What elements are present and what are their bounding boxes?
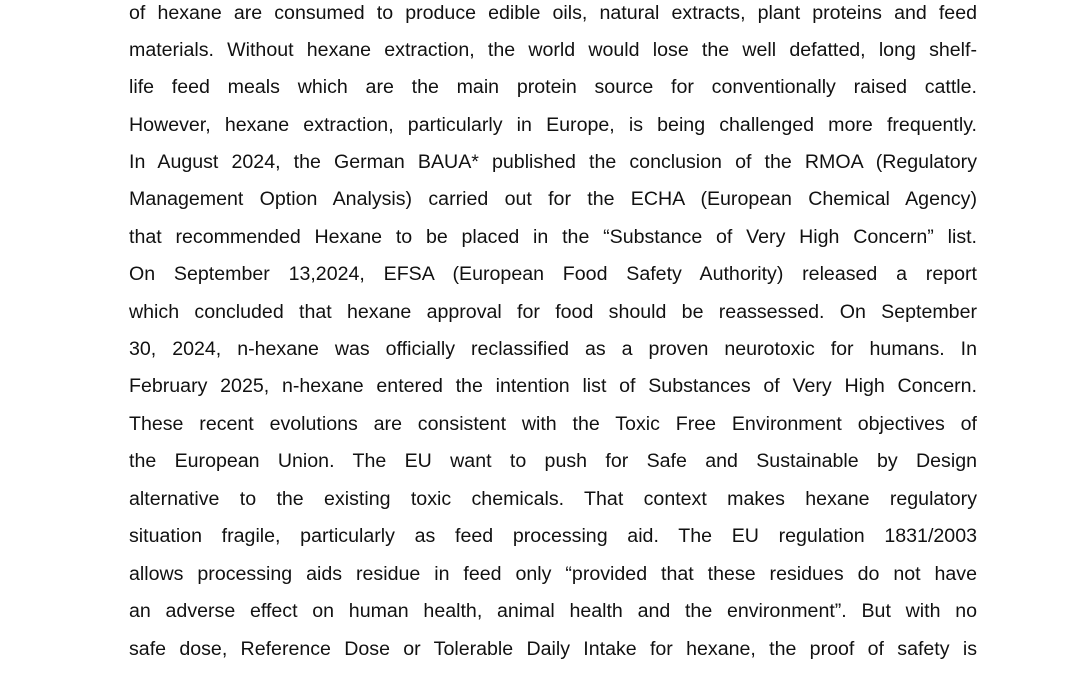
body-text-line: In August 2024, the German BAUA* published the conclusion of the RMOA (Regulatory: [129, 151, 977, 173]
body-text-line: that recommended Hexane to be placed in the “Substance of Very High Concern” list.: [129, 226, 977, 248]
body-text-line: These recent evolutions are consistent with the Toxic Free Environment objectives of: [129, 413, 977, 435]
body-text-line: an adverse effect on human health, animal health and the environment”. But with no: [129, 600, 977, 622]
body-text-line: 30, 2024, n-hexane was officially reclassified as a proven neurotoxic for humans. In: [129, 338, 977, 360]
body-text-line: However, hexane extraction, particularly in Europe, is being challenged more frequently.: [129, 114, 977, 136]
body-text-line: alternative to the existing toxic chemicals. That context makes hexane regulatory: [129, 488, 977, 510]
body-text-line: situation fragile, particularly as feed processing aid. The EU regulation 1831/2003: [129, 525, 977, 547]
body-text-line: allows processing aids residue in feed only “provided that these residues do not have: [129, 563, 977, 585]
body-text-line: which concluded that hexane approval for food should be reassessed. On September: [129, 301, 977, 323]
body-text-line: materials. Without hexane extraction, the world would lose the well defatted, long shelf-: [129, 39, 977, 61]
body-text-line: On September 13,2024, EFSA (European Food Safety Authority) released a report: [129, 263, 977, 285]
body-text-line: life feed meals which are the main protein source for conventionally raised cattle.: [129, 76, 977, 98]
body-text-line: the European Union. The EU want to push for Safe and Sustainable by Design: [129, 450, 977, 472]
body-text-line: February 2025, n-hexane entered the intention list of Substances of Very High Concern.: [129, 375, 977, 397]
body-text-line: of hexane are consumed to produce edible oils, natural extracts, plant proteins and feed: [129, 2, 977, 24]
body-text-line: safe dose, Reference Dose or Tolerable Daily Intake for hexane, the proof of safety is: [129, 638, 977, 660]
body-text-line: Management Option Analysis) carried out for the ECHA (European Chemical Agency): [129, 188, 977, 210]
